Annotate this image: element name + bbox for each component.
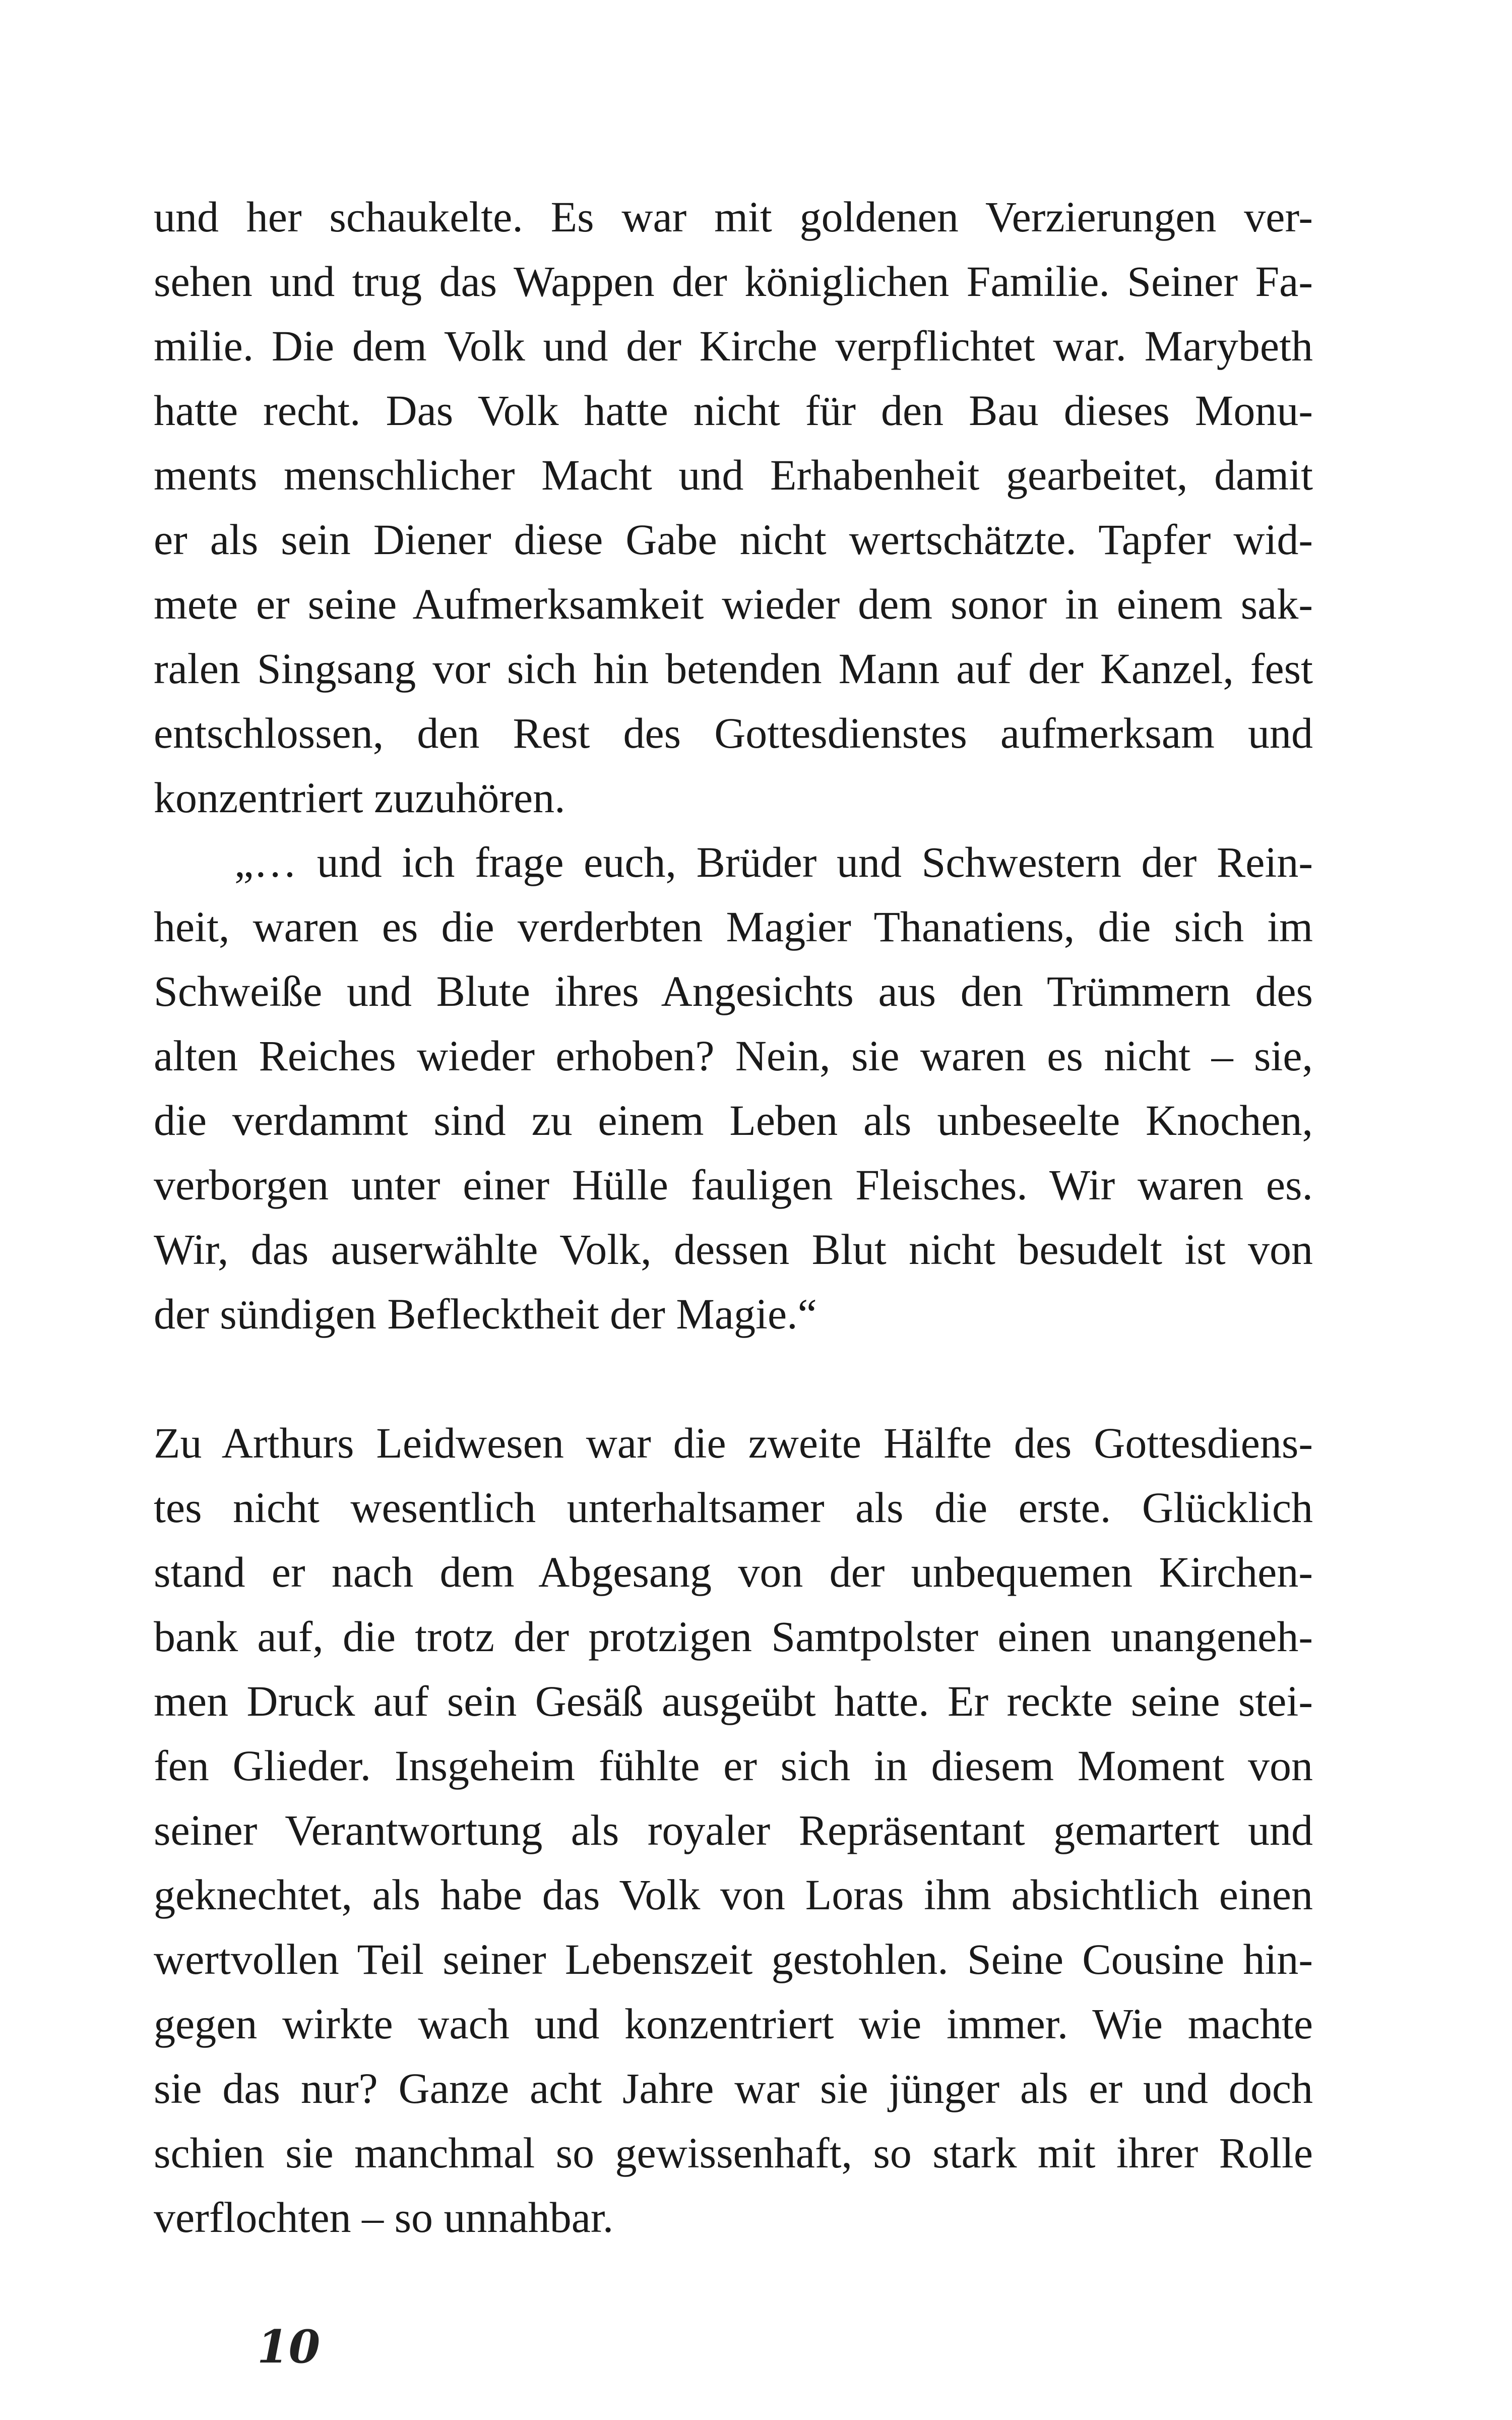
- text-line: seiner Verantwortung als royaler Repräsentant gemartert und: [154, 1806, 1313, 1854]
- text-line: alten Reiches wieder erhoben? Nein, sie waren es nicht – sie,: [154, 1032, 1313, 1080]
- text-line: stand er nach dem Abgesang von der unbequemen Kirchen-: [154, 1548, 1313, 1596]
- text-line: konzentriert zuzuhören.: [154, 773, 565, 822]
- text-line: verflochten – so unnahbar.: [154, 2193, 614, 2242]
- text-line: sie das nur? Ganze acht Jahre war sie jünger als er und doch: [154, 2064, 1313, 2112]
- text-line: ments menschlicher Macht und Erhabenheit gearbeitet, damit: [154, 451, 1313, 499]
- text-line: gegen wirkte wach und konzentriert wie immer. Wie machte: [154, 2000, 1313, 2048]
- text-line: tes nicht wesentlich unterhaltsamer als die erste. Glücklich: [154, 1483, 1313, 1532]
- text-line: milie. Die dem Volk und der Kirche verpflichtet war. Marybeth: [154, 322, 1313, 370]
- text-line: men Druck auf sein Gesäß ausgeübt hatte. Er reckte seine stei-: [154, 1677, 1313, 1725]
- text-line: entschlossen, den Rest des Gottesdienstes aufmerksam und: [154, 709, 1313, 757]
- text-line: Zu Arthurs Leidwesen war die zweite Hälfte des Gottesdiens-: [154, 1419, 1313, 1467]
- text-line: mete er seine Aufmerksamkeit wieder dem sonor in einem sak-: [154, 580, 1313, 628]
- text-line: heit, waren es die verderbten Magier Thanatiens, die sich im: [154, 902, 1313, 951]
- text-line: schien sie manchmal so gewissenhaft, so stark mit ihrer Rolle: [154, 2129, 1313, 2177]
- text-line: er als sein Diener diese Gabe nicht wertschätzte. Tapfer wid-: [154, 515, 1313, 564]
- text-line: Wir, das auserwählte Volk, dessen Blut nicht besudelt ist von: [154, 1225, 1313, 1274]
- text-line: Schweiße und Blute ihres Angesichts aus den Trümmern des: [154, 967, 1313, 1015]
- text-line: wertvollen Teil seiner Lebenszeit gestohlen. Seine Cousine hin-: [154, 1935, 1313, 1983]
- text-line: sehen und trug das Wappen der königlichen Familie. Seiner Fa-: [154, 257, 1313, 306]
- page-number: 10: [257, 2320, 321, 2374]
- text-line: geknechtet, als habe das Volk von Loras ihm absichtlich einen: [154, 1870, 1313, 1919]
- text-line: fen Glieder. Insgeheim fühlte er sich in diesem Moment von: [154, 1741, 1313, 1790]
- text-line: „… und ich frage euch, Brüder und Schwestern der Rein-: [234, 838, 1313, 886]
- text-line: die verdammt sind zu einem Leben als unbeseelte Knochen,: [154, 1096, 1313, 1144]
- text-line: bank auf, die trotz der protzigen Samtpolster einen unangeneh-: [154, 1612, 1313, 1661]
- text-line: ralen Singsang vor sich hin betenden Mann auf der Kanzel, fest: [154, 644, 1313, 693]
- text-line: verborgen unter einer Hülle fauligen Fleisches. Wir waren es.: [154, 1161, 1313, 1209]
- text-line: hatte recht. Das Volk hatte nicht für den Bau dieses Monu-: [154, 386, 1313, 435]
- text-line: der sündigen Beflecktheit der Magie.“: [154, 1290, 817, 1338]
- text-line: und her schaukelte. Es war mit goldenen Verzierungen ver-: [154, 193, 1313, 241]
